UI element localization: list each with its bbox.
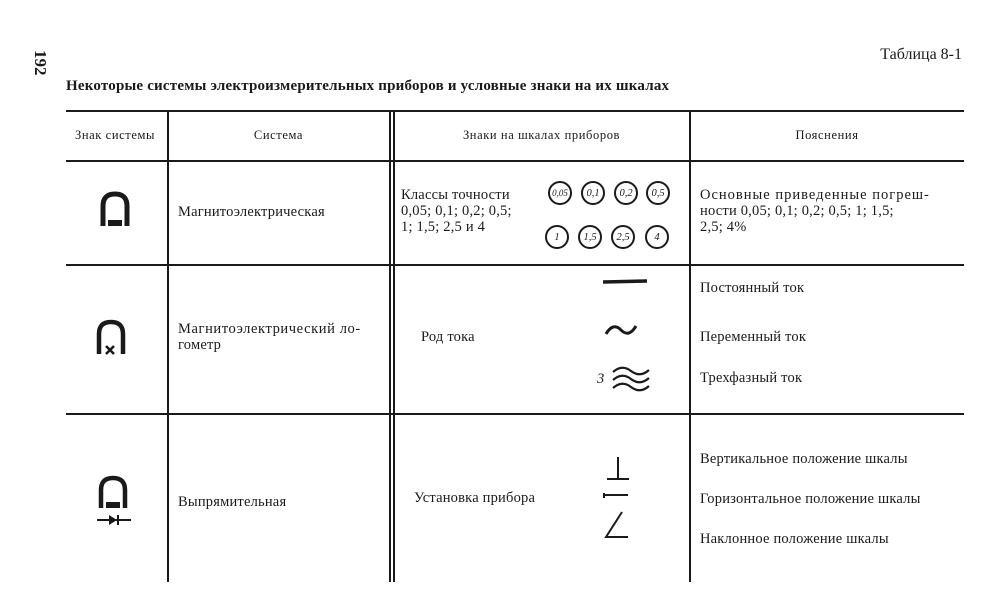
row2-note-direct: Постоянный ток (700, 280, 805, 296)
row2-bottom-rule (66, 413, 964, 415)
accuracy-class-badge: 1,5 (578, 225, 602, 249)
accuracy-class-badge: 1 (545, 225, 569, 249)
row1-note-line: ности 0,05; 0,1; 0,2; 0,5; 1; 1,5; (700, 203, 894, 219)
row1-notes (700, 187, 962, 235)
row1-scale-label-line: Классы точности (401, 187, 510, 203)
row3-note-horizontal: Горизонтальное положение шкалы (700, 491, 921, 507)
column-divider-3 (689, 110, 691, 582)
vertical-position-icon (604, 455, 632, 481)
row3-system: Выпрямительная (178, 494, 287, 510)
column-divider-1 (167, 110, 169, 582)
row2-scale-label: Род тока (421, 329, 475, 345)
row1-bottom-rule (66, 264, 964, 266)
header-system: Система (253, 128, 304, 142)
row1-note-line: Основные приведенные погреш- (700, 187, 930, 203)
accuracy-class-badge: 0,2 (614, 181, 638, 205)
row3-note-inclined: Наклонное положение шкалы (700, 531, 889, 547)
accuracy-class-badge: 0,1 (581, 181, 605, 205)
rectifier-icon (95, 474, 133, 528)
header-notes: Пояснения (795, 128, 859, 142)
row2-note-alternating: Переменный ток (700, 329, 807, 345)
table-number: Таблица 8-1 (880, 46, 962, 63)
row3-scale-label: Установка прибора (414, 490, 536, 506)
header-bottom-rule (66, 160, 964, 162)
row2-system-line: Магнитоэлектрический ло- (178, 321, 361, 337)
magnetoelectric-logometer-icon (95, 318, 129, 360)
horizontal-position-icon (602, 491, 630, 503)
accuracy-class-badge: 4 (645, 225, 669, 249)
column-divider-2a (389, 110, 391, 582)
row2-note-three-phase: Трехфазный ток (700, 370, 803, 386)
direct-current-icon (602, 278, 648, 286)
column-divider-2b (393, 110, 395, 582)
row3-note-vertical: Вертикальное положение шкалы (700, 451, 908, 467)
row2-system (178, 321, 383, 353)
row2-system-line: гометр (178, 337, 222, 353)
row1-system: Магнитоэлектрическая (178, 204, 325, 220)
row1-note-line: 2,5; 4% (700, 219, 747, 235)
table-top-rule (66, 110, 964, 112)
three-phase-current-icon (610, 364, 652, 394)
table-title: Некоторые системы электроизмерительных приборов и условные знаки на их шкалах (66, 78, 670, 94)
accuracy-class-badge: 0,05 (548, 181, 572, 205)
alternating-current-icon (604, 322, 638, 338)
row1-scale-label-line: 0,05; 0,1; 0,2; 0,5; (401, 203, 512, 219)
header-scale-signs: Знаки на шкалах приборов (462, 128, 621, 142)
magnetoelectric-icon (98, 190, 132, 230)
page-number: 192 (31, 50, 50, 76)
accuracy-class-badge: 2,5 (611, 225, 635, 249)
three-phase-prefix: 3 (597, 371, 605, 387)
accuracy-class-badge: 0,5 (646, 181, 670, 205)
row1-scale-label-line: 1; 1,5; 2,5 и 4 (401, 219, 486, 235)
header-sign: Знак системы (74, 128, 155, 142)
row1-scale-label (401, 187, 512, 235)
inclined-position-icon (602, 510, 630, 540)
